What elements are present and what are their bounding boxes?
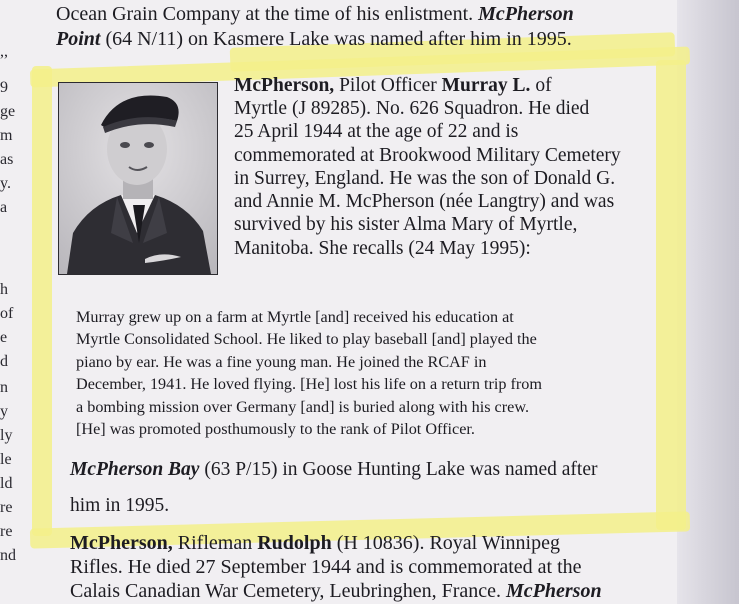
margin-fragment: ge — [0, 103, 16, 120]
highlight-stroke — [32, 66, 52, 536]
margin-fragment: re — [0, 523, 13, 540]
margin-fragment: m — [0, 127, 13, 144]
intro-line-2: Point (64 N/11) on Kasmere Lake was named after him in 1995. — [56, 28, 572, 50]
margin-fragment: as — [0, 151, 14, 168]
bay-naming-line-2: him in 1995. — [70, 495, 170, 516]
margin-fragment: ly — [0, 427, 13, 444]
entry2-line-3: Calais Canadian War Cemetery, Leubringhen, France. McPherson — [70, 580, 602, 602]
margin-fragment: n — [0, 379, 8, 396]
entry1-paragraph: Myrtle (J 89285). No. 626 Squadron. He died 25 April 1944 at the age of 22 and is commemorated at Brookwood Military Cemetery in Surrey, England. He was the son of Donald G. and Annie M. McPherson (née Langtry) and was survived by his sister Alma Mary of Myrtle, Manitoba. She recalls (24 May 1995): — [234, 98, 621, 259]
recollection-quote: Murray grew up on a farm at Myrtle [and] received his education at Myrtle Consolidated School. He liked to play baseball [and] played the piano by ear. He was a fine young man. He joined the RCAF in December, 1941. He loved flying. [He] lost his life on a return trip from a bombing mission over Germany [and] is buried along with his crew. [He] was promoted posthumously to the rank of Pilot Officer. — [76, 308, 542, 439]
bay-naming-line-1: McPherson Bay (63 P/15) in Goose Hunting Lake was named after — [70, 459, 598, 480]
margin-fragment: 9 — [0, 79, 8, 96]
margin-fragment: a — [0, 199, 8, 216]
entry1-line-1: McPherson, Pilot Officer Murray L. of — [234, 75, 552, 96]
portrait-photo — [58, 82, 218, 275]
left-column-fragments — [0, 0, 24, 604]
margin-fragment: re — [0, 499, 13, 516]
margin-fragment: y. — [0, 175, 11, 192]
margin-fragment: le — [0, 451, 12, 468]
margin-fragment: y — [0, 403, 8, 420]
margin-fragment: ld — [0, 475, 13, 492]
entry2-line-1: McPherson, Rifleman Rudolph (H 10836). Royal Winnipeg — [70, 532, 560, 554]
margin-fragment: e — [0, 329, 8, 346]
margin-fragment: nd — [0, 547, 16, 564]
margin-fragment: h — [0, 281, 8, 298]
airman-portrait-image — [59, 83, 217, 274]
intro-line-1: Ocean Grain Company at the time of his enlistment. McPherson — [56, 3, 574, 25]
entry2-line-2: Rifles. He died 27 September 1944 and is commemorated at the — [70, 556, 582, 578]
highlight-stroke — [656, 60, 686, 530]
margin-fragment: ,, — [0, 43, 8, 60]
margin-fragment: of — [0, 305, 14, 322]
margin-fragment: d — [0, 353, 8, 370]
